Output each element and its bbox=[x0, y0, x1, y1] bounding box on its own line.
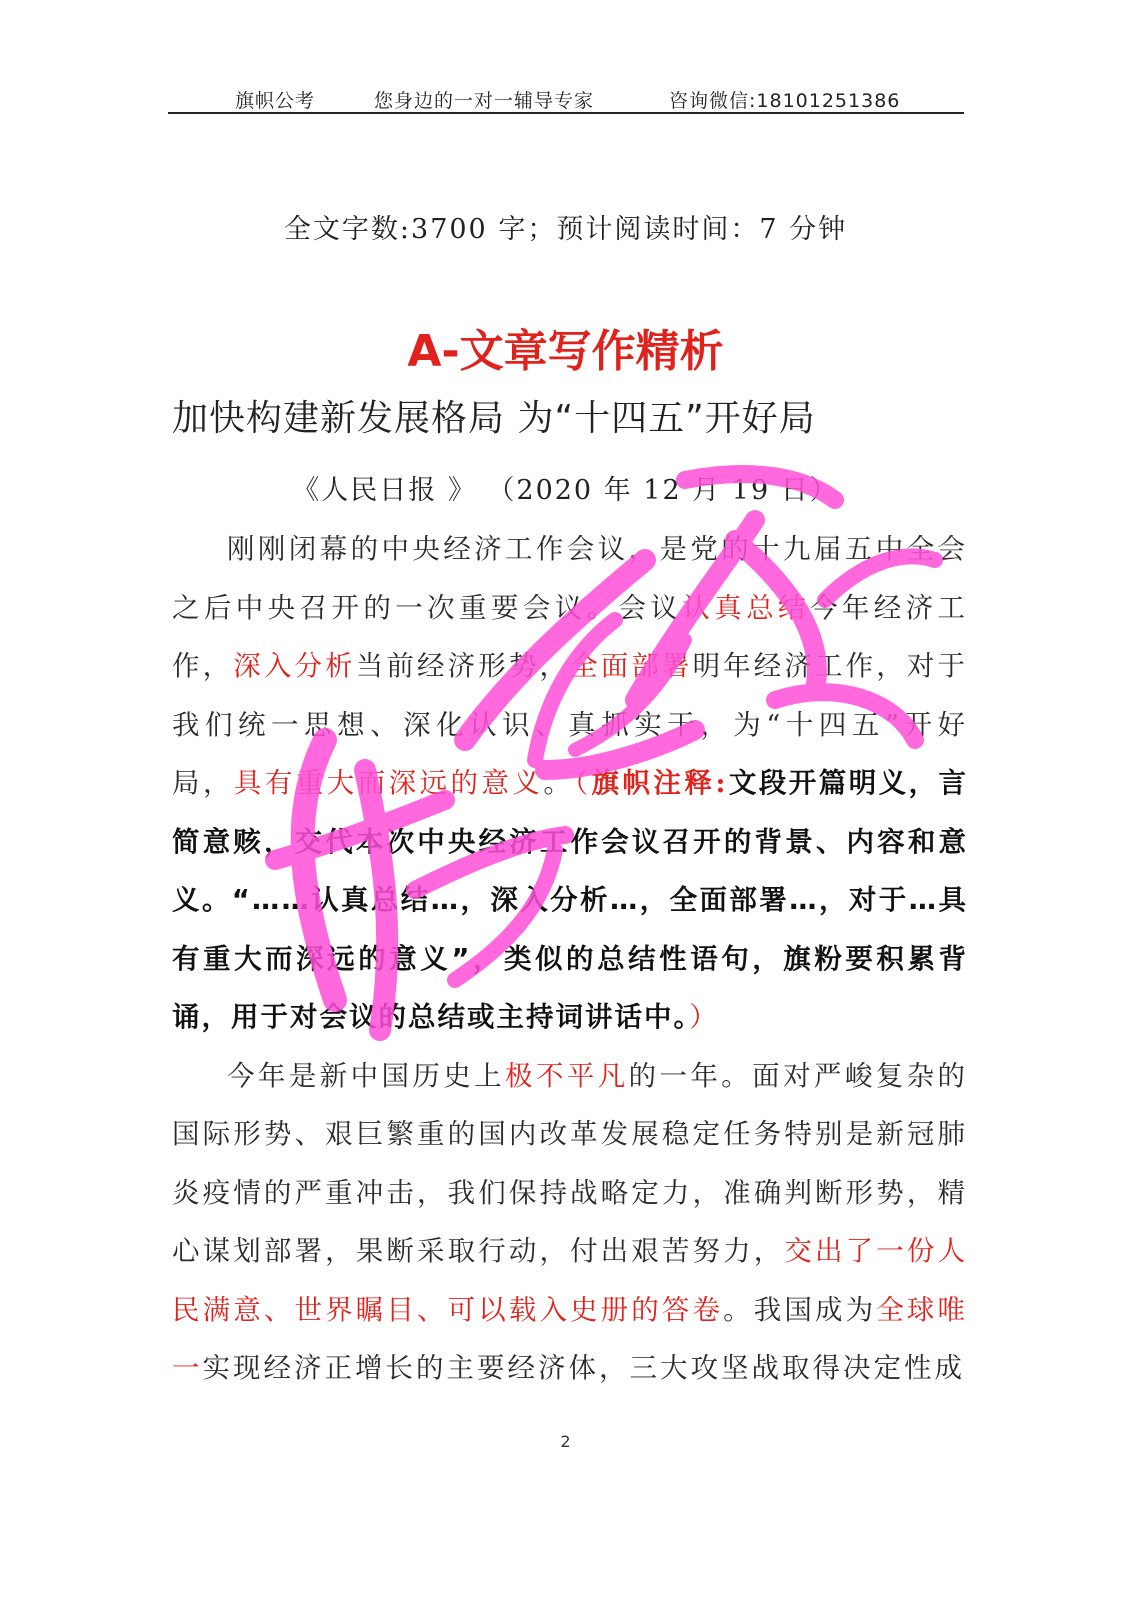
header-brand: 旗帜公考 bbox=[235, 90, 316, 112]
text-run: 。 bbox=[543, 767, 575, 799]
article-body bbox=[172, 520, 968, 1398]
article-title: 加快构建新发展格局 为“十四五”开好局 bbox=[172, 398, 816, 439]
page-header bbox=[168, 80, 964, 114]
paragraph-1 bbox=[172, 520, 968, 1047]
annotation-label: 旗帜注释: bbox=[591, 767, 729, 799]
highlight-phrase: 全面部署 bbox=[570, 650, 693, 682]
highlight-phrase: 全球唯一 bbox=[172, 1293, 969, 1384]
source-line: 《人民日报 》 （2020 年 12 月 19 日） bbox=[292, 475, 839, 506]
text-run: 今年是新中国历史上 bbox=[227, 1059, 506, 1092]
section-title: A-文章写作精析 bbox=[407, 326, 724, 377]
text-run: 明年经济工作，对于我们统一思想、深化认识、真抓实干，为“十四五”开好局， bbox=[172, 650, 969, 799]
highlight-phrase: 深入分析 bbox=[233, 650, 356, 682]
page-number: 2 bbox=[560, 1432, 571, 1451]
annotation-open: （ bbox=[574, 767, 592, 799]
highlight-phrase: 认真总结 bbox=[682, 591, 810, 624]
annotation-text: 文段开篇明义，言简意赅，交代本次中央经济工作会议召开的背景、内容和意义。“……认真总结…，深入分析…，全面部署…，对于…具有重大而深远的意义”，类似的总结性语句，旗粉要积累背诵，用于对会议的总结或主持词讲话中。 bbox=[172, 767, 969, 1033]
text-run: 的一年。面对严峻复杂的国际形势、艰巨繁重的国内改革发展稳定任务特别是新冠肺炎疫情的严重冲击，我们保持战略定力，准确判断形势，精心谋划部署，果断采取行动，付出艰苦努力， bbox=[172, 1059, 969, 1267]
text-run: 。我国成为 bbox=[723, 1293, 877, 1326]
header-contact: 咨询微信:18101251386 bbox=[669, 90, 901, 112]
annotation-close: ） bbox=[689, 1001, 720, 1033]
text-run: 今年经济工作， bbox=[172, 591, 969, 682]
highlight-phrase: 交出了一份人民满意、世界瞩目、可以载入史册的答卷 bbox=[172, 1235, 969, 1326]
header-slogan: 您身边的一对一辅导专家 bbox=[374, 90, 595, 112]
text-run: 实现经济正增长的主要经济体，三大攻坚战取得决定性成 bbox=[202, 1352, 965, 1384]
word-count-line: 全文字数:3700 字；预计阅读时间：7 分钟 bbox=[283, 214, 848, 245]
highlight-phrase: 具有重大而深远的意义 bbox=[233, 767, 544, 799]
text-run: 刚刚闭幕的中央经济工作会议，是党的十九届五中全会之后中央召开的一次重要会议。会议 bbox=[172, 533, 968, 624]
paragraph-2 bbox=[172, 1047, 968, 1398]
text-run: 当前经济形势， bbox=[355, 650, 571, 682]
highlight-phrase: 极不平凡 bbox=[505, 1059, 629, 1092]
